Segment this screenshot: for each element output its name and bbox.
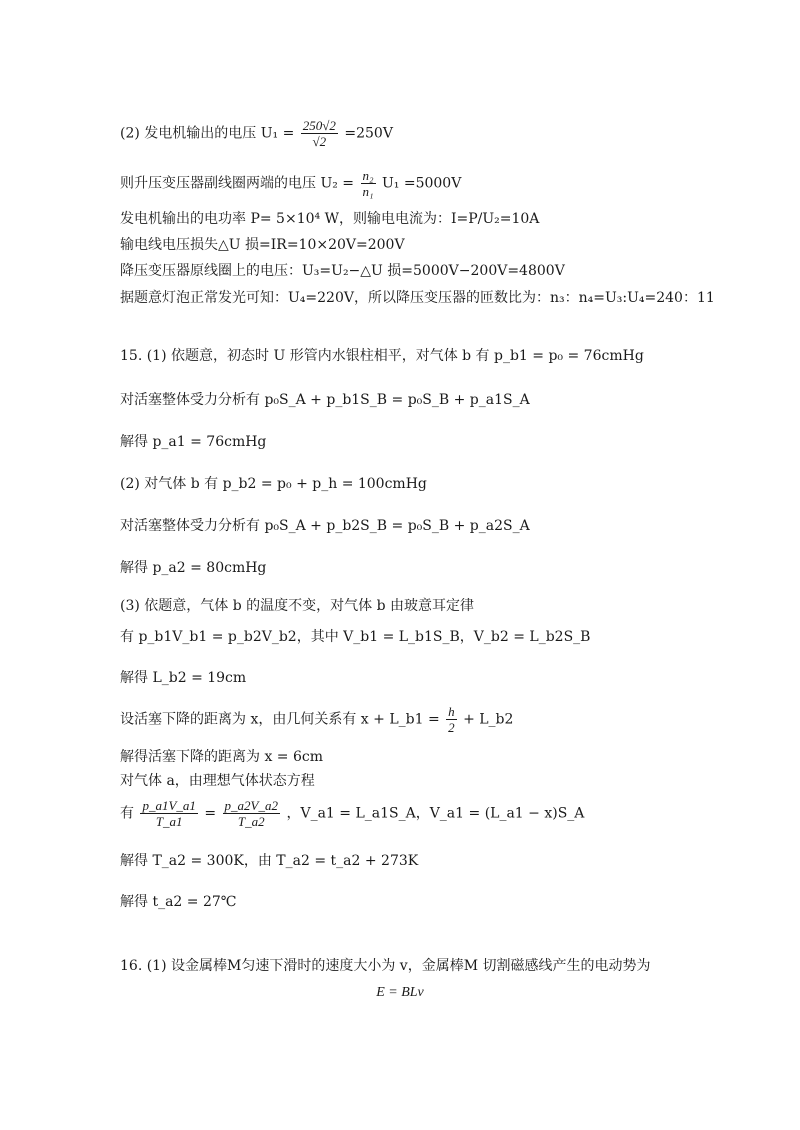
text-line: 发电机输出的电功率 P= 5×10⁴ W，则输电电流为：I=P/U₂=10A — [120, 211, 540, 227]
text-line: 输电线电压损失△U 损=IR=10×20V=200V — [120, 237, 405, 253]
denominator: n₁ — [362, 184, 374, 199]
text-pre: (2) 发电机输出的电压 U₁ = — [120, 125, 295, 142]
fraction — [223, 798, 280, 829]
denominator: 2 — [448, 720, 455, 735]
text-line: (3) 依题意，气体 b 的温度不变，对气体 b 由玻意耳定律 — [120, 598, 475, 614]
equation-emf: E = BLv — [376, 985, 424, 1000]
problem-16-heading: 16. (1) 设金属棒M匀速下滑时的速度大小为 v，金属棒M 切割磁感线产生的电动势为 — [120, 958, 651, 974]
text-line: 对活塞整体受力分析有 p₀S_A + p_b1S_B = p₀S_B + p_a1S_A — [120, 392, 530, 408]
fraction — [140, 798, 197, 829]
equation-geometry — [120, 704, 513, 735]
text-line: 对活塞整体受力分析有 p₀S_A + p_b2S_B = p₀S_B + p_a2S_A — [120, 518, 530, 534]
numerator: p_a1V_a1 — [142, 798, 196, 813]
text-line: 解得 p_a2 = 80cmHg — [120, 560, 267, 576]
text-pre: 则升压变压器副线圈两端的电压 U₂ = — [120, 175, 355, 192]
fraction — [361, 168, 376, 199]
fraction — [301, 118, 338, 149]
text-line: (2) 对气体 b 有 p_b2 = p₀ + p_h = 100cmHg — [120, 476, 427, 492]
numerator: 250√2 — [302, 118, 336, 133]
text-post: =250V — [344, 125, 393, 142]
text-line: 降压变压器原线圈上的电压：U₃=U₂−△U 损=5000V−200V=4800V — [120, 263, 565, 279]
text-line: 解得 p_a1 = 76cmHg — [120, 434, 267, 450]
text-pre: 有 — [120, 805, 134, 822]
numerator: n₂ — [362, 168, 374, 183]
text-line: 解得 t_a2 = 27℃ — [120, 894, 237, 910]
text-post: U₁ =5000V — [381, 175, 462, 192]
text-post: + L_b2 — [463, 711, 514, 728]
equation-generator-voltage — [120, 118, 393, 149]
numerator: p_a2V_a2 — [224, 798, 278, 813]
equation-ideal-gas — [120, 798, 584, 829]
numerator: h — [448, 704, 455, 719]
denominator: √2 — [312, 134, 327, 149]
fraction — [446, 704, 457, 735]
text-line: 解得 L_b2 = 19cm — [120, 670, 247, 686]
denominator: T_a2 — [237, 814, 265, 829]
text-line: 有 p_b1V_b1 = p_b2V_b2，其中 V_b1 = L_b1S_B，V_b2 = L_b2S_B — [120, 629, 591, 645]
text-line: 解得活塞下降的距离为 x = 6cm — [120, 749, 323, 765]
equals-sign: = — [204, 805, 217, 822]
text-line: 对气体 a，由理想气体状态方程 — [120, 773, 315, 789]
denominator: T_a1 — [155, 814, 183, 829]
text-post: ，V_a1 = L_a1S_A，V_a1 = (L_a1 − x)S_A — [286, 805, 585, 822]
text-pre: 设活塞下降的距离为 x，由几何关系有 x + L_b1 = — [120, 711, 440, 728]
text-line: 据题意灯泡正常发光可知：U₄=220V，所以降压变压器的匝数比为：n₃：n₄=U₃:U₄=240：11 — [120, 290, 715, 306]
text-line: 解得 T_a2 = 300K，由 T_a2 = t_a2 + 273K — [120, 853, 419, 869]
problem-15-heading: 15. (1) 依题意，初态时 U 形管内水银柱相平，对气体 b 有 p_b1 = p₀ = 76cmHg — [120, 348, 644, 364]
equation-secondary-voltage — [120, 168, 461, 199]
